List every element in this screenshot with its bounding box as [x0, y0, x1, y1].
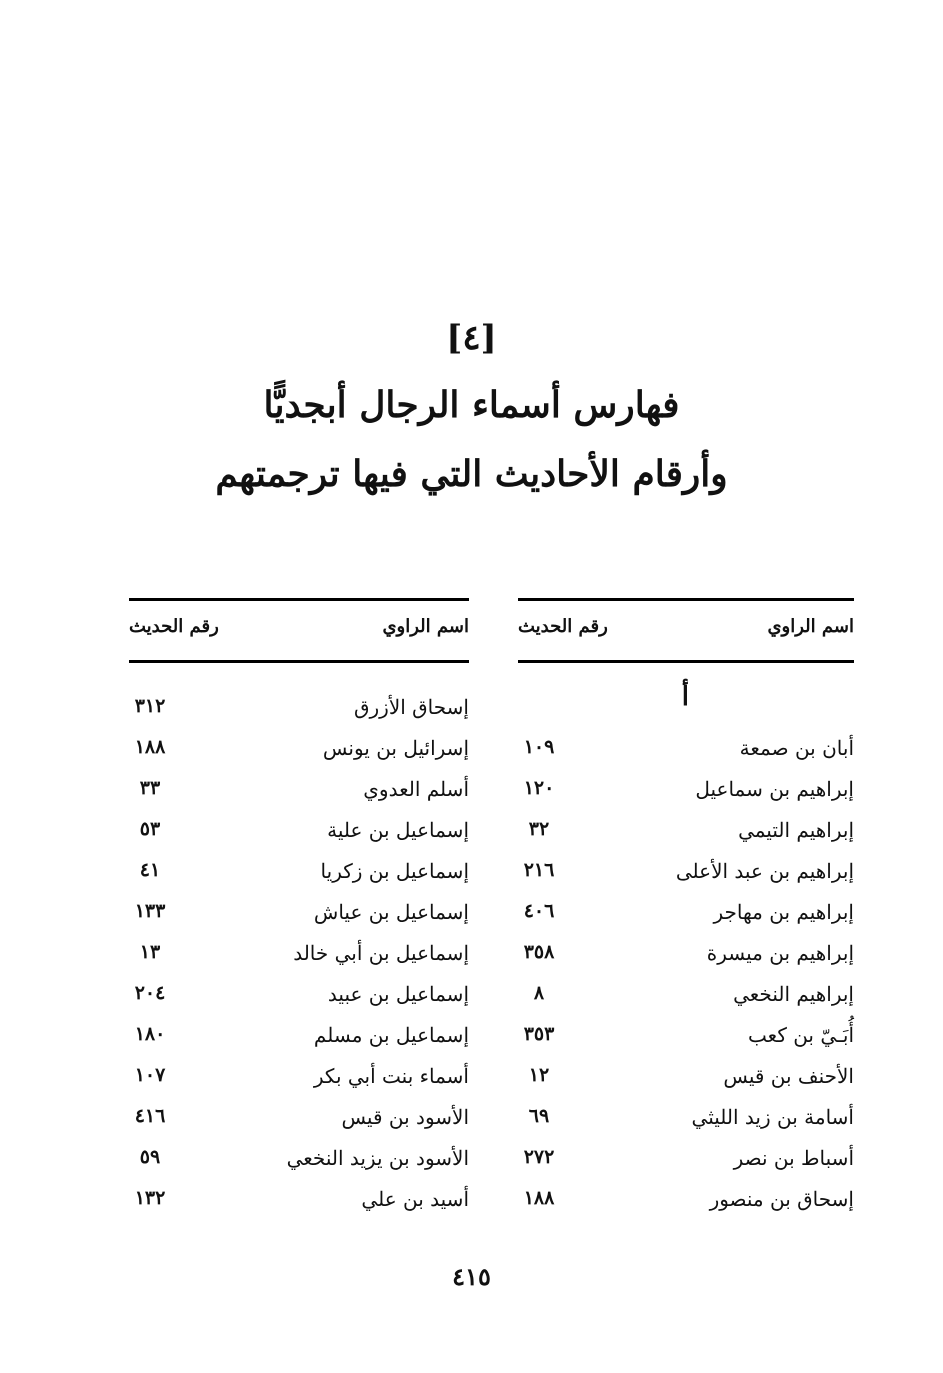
hadith-number: ٣١٢ — [134, 695, 166, 717]
index-row — [129, 1146, 469, 1180]
narrator-name: أبان بن صمعة — [739, 736, 854, 760]
top-rule — [129, 598, 469, 601]
hadith-number: ٣٥٨ — [523, 941, 555, 963]
page-title-line-1: فهارس أسماء الرجال أبجديًّا — [263, 384, 680, 426]
hadith-number: ١٠٩ — [523, 736, 555, 758]
index-row — [129, 900, 469, 934]
hadith-number: ١٣٢ — [134, 1187, 166, 1209]
header-hadith-number: رقم الحديث — [518, 616, 608, 637]
index-row — [518, 777, 854, 811]
hadith-number: ٢٠٤ — [134, 982, 166, 1004]
narrator-name: أسماء بنت أبي بكر — [313, 1064, 469, 1088]
narrator-name: إسماعيل بن زكريا — [320, 859, 469, 883]
index-row — [518, 941, 854, 975]
hadith-number: ٦٩ — [528, 1105, 550, 1127]
index-row — [518, 859, 854, 893]
index-row — [518, 818, 854, 852]
narrator-name: إسرائيل بن يونس — [322, 736, 469, 760]
hadith-number: ١٠٧ — [134, 1064, 166, 1086]
page-number: ٤١٥ — [452, 1262, 491, 1291]
narrator-name: أسيد بن علي — [361, 1187, 469, 1211]
header-narrator-name: اسم الراوي — [382, 616, 469, 637]
hadith-number: ١٢ — [528, 1064, 550, 1086]
hadith-number: ١٨٨ — [134, 736, 166, 758]
index-row — [129, 941, 469, 975]
index-row — [518, 736, 854, 770]
narrator-name: إسماعيل بن عياش — [313, 900, 469, 924]
index-row — [518, 1064, 854, 1098]
index-row — [129, 695, 469, 729]
top-rule — [518, 598, 854, 601]
narrator-name: أسلم العدوي — [363, 777, 469, 801]
index-row — [518, 900, 854, 934]
index-column-right — [518, 598, 854, 1238]
hadith-number: ١٨٠ — [134, 1023, 166, 1045]
index-row — [518, 982, 854, 1016]
narrator-name: إبراهيم التيمي — [738, 818, 854, 842]
index-row — [518, 1105, 854, 1139]
hadith-number: ١٣ — [139, 941, 161, 963]
hadith-number: ٢٧٢ — [523, 1146, 555, 1168]
hadith-number: ١٢٠ — [523, 777, 555, 799]
letter-heading: أ — [681, 682, 689, 712]
narrator-name: إسماعيل بن مسلم — [313, 1023, 469, 1047]
index-row — [129, 859, 469, 893]
narrator-name: الأسود بن يزيد النخعي — [286, 1146, 469, 1170]
index-row — [129, 1064, 469, 1098]
header-hadith-number: رقم الحديث — [129, 616, 219, 637]
narrator-name: إسحاق بن منصور — [709, 1187, 854, 1211]
hadith-number: ٣٢ — [528, 818, 550, 840]
hadith-number: ٥٣ — [139, 818, 161, 840]
index-column-left — [129, 598, 469, 1238]
index-row — [518, 1023, 854, 1057]
narrator-name: إسماعيل بن أبي خالد — [293, 941, 469, 965]
narrator-name: إبراهيم النخعي — [733, 982, 854, 1006]
index-row — [518, 1187, 854, 1221]
hadith-number: ٤٠٦ — [523, 900, 555, 922]
narrator-name: إبراهيم بن عبد الأعلى — [675, 859, 854, 883]
narrator-name: الأسود بن قيس — [341, 1105, 469, 1129]
index-row — [129, 736, 469, 770]
narrator-name: إسحاق الأزرق — [354, 695, 469, 719]
page-title-line-2: وأرقام الأحاديث التي فيها ترجمتهم — [215, 453, 728, 495]
hadith-number: ٨ — [533, 982, 545, 1004]
narrator-name: إسماعيل بن عبيد — [327, 982, 469, 1006]
index-row — [129, 1187, 469, 1221]
index-row — [129, 1023, 469, 1057]
hadith-number: ٣٥٣ — [523, 1023, 555, 1045]
index-row — [129, 982, 469, 1016]
hadith-number: ١٣٣ — [134, 900, 166, 922]
hadith-number: ١٨٨ — [523, 1187, 555, 1209]
narrator-name: أسامة بن زيد الليثي — [691, 1105, 854, 1129]
narrator-name: إبراهيم بن ميسرة — [706, 941, 854, 965]
hadith-number: ٢١٦ — [523, 859, 555, 881]
header-narrator-name: اسم الراوي — [767, 616, 854, 637]
index-row — [518, 1146, 854, 1180]
header-rule — [129, 660, 469, 663]
narrator-name: الأحنف بن قيس — [723, 1064, 854, 1088]
index-row — [129, 777, 469, 811]
narrator-name: إبراهيم بن سماعيل — [695, 777, 854, 801]
hadith-number: ٤١ — [139, 859, 161, 881]
header-rule — [518, 660, 854, 663]
hadith-number: ٥٩ — [139, 1146, 161, 1168]
index-row — [129, 1105, 469, 1139]
hadith-number: ٤١٦ — [134, 1105, 166, 1127]
narrator-name: إبراهيم بن مهاجر — [713, 900, 854, 924]
section-number: [٤] — [446, 318, 497, 358]
narrator-name: أُبَـيّ بن كعب — [748, 1023, 854, 1047]
narrator-name: أسباط بن نصر — [733, 1146, 854, 1170]
narrator-name: إسماعيل بن علية — [327, 818, 469, 842]
index-row — [129, 818, 469, 852]
hadith-number: ٣٣ — [139, 777, 161, 799]
